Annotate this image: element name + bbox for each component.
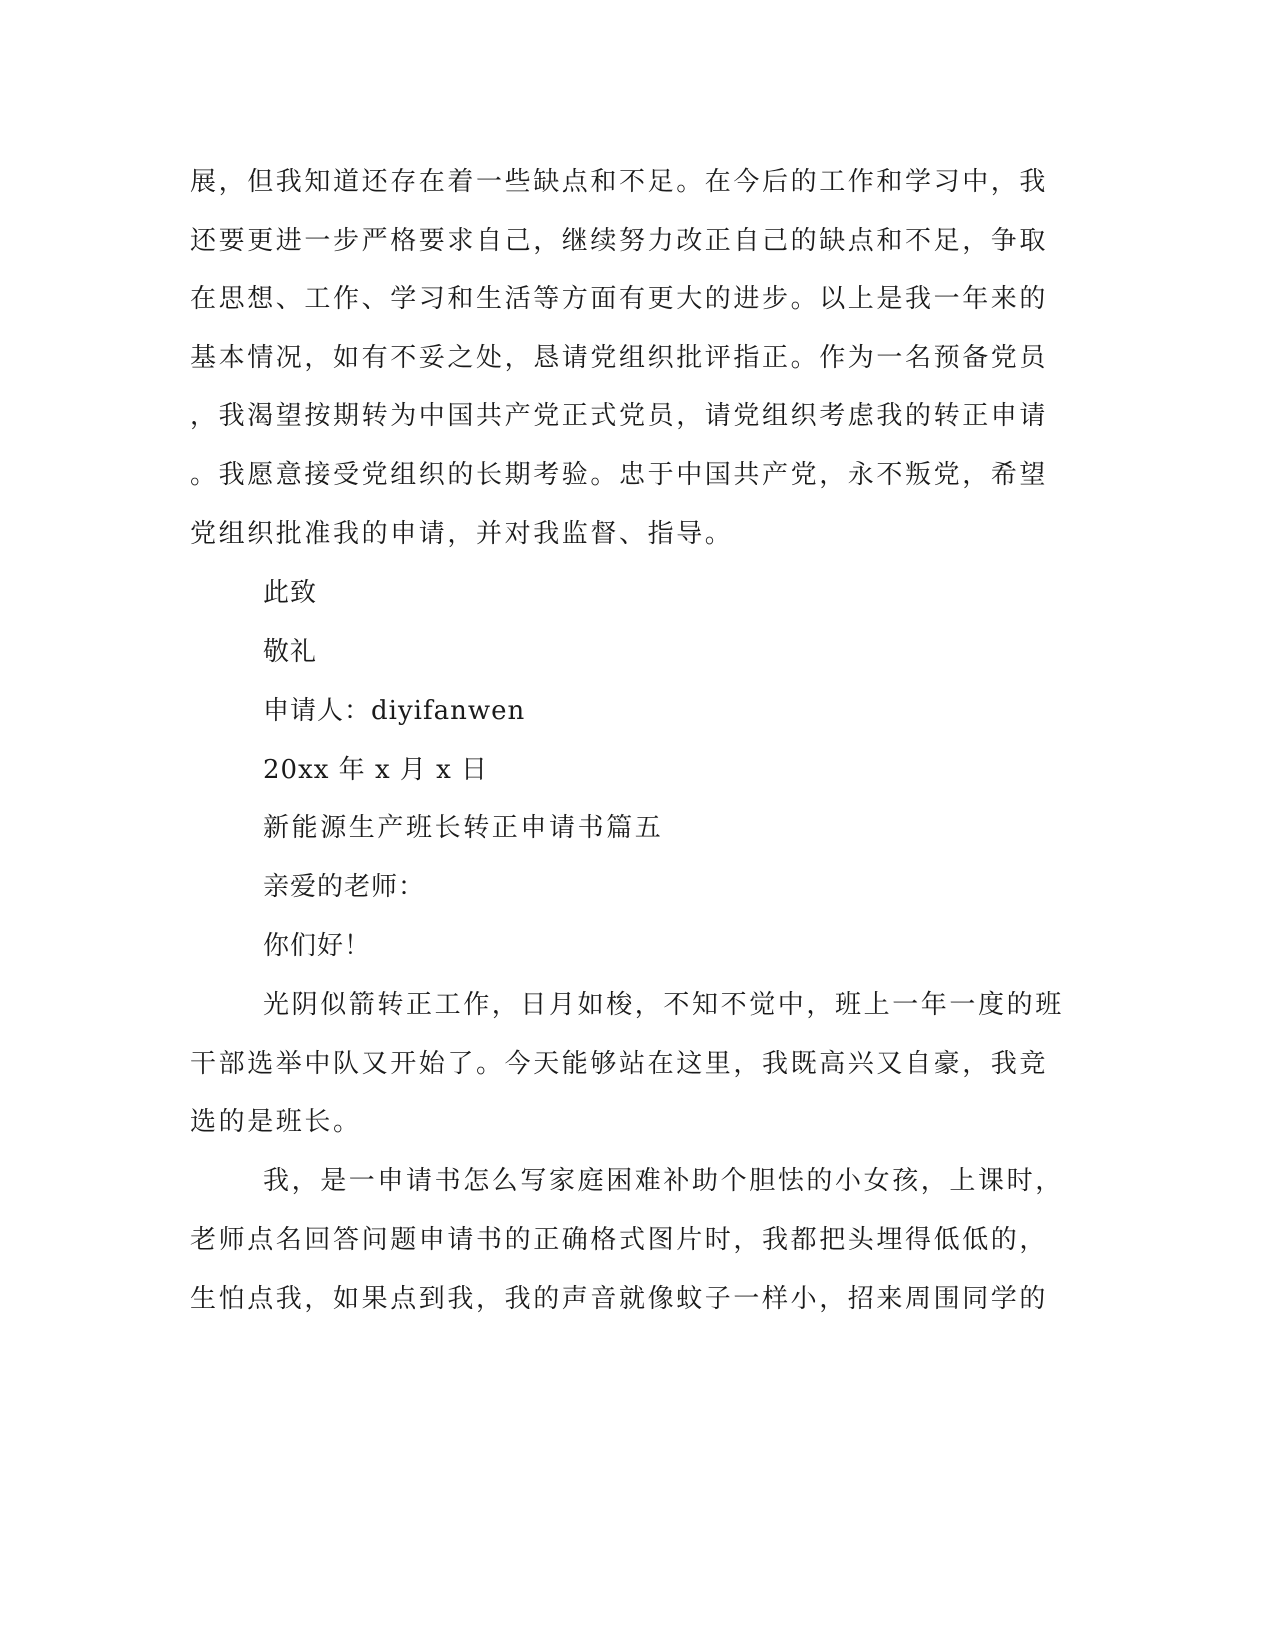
paragraph-line: 还要更进一步严格要求自己，继续努力改正自己的缺点和不足，争取 — [190, 226, 1049, 256]
paragraph-line: 。我愿意接受党组织的长期考验。忠于中国共产党，永不叛党，希望 — [190, 460, 1049, 490]
paragraph-line: 干部选举中队又开始了。今天能够站在这里，我既高兴又自豪，我竞 — [190, 1049, 1049, 1079]
paragraph-line: 党组织批准我的申请，并对我监督、指导。 — [190, 519, 734, 549]
paragraph-line: 基本情况，如有不妥之处，恳请党组织批评指正。作为一名预备党员 — [190, 343, 1049, 373]
paragraph-line: 老师点名回答问题申请书的正确格式图片时，我都把头埋得低低的， — [190, 1225, 1049, 1255]
paragraph-line: 生怕点我，如果点到我，我的声音就像蚊子一样小，招来周围同学的 — [190, 1284, 1049, 1314]
paragraph-line: 我，是一申请书怎么写家庭困难补助个胆怯的小女孩，上课时， — [263, 1166, 1064, 1196]
section-title: 新能源生产班长转正申请书篇五 — [263, 813, 664, 843]
paragraph-line: ，我渴望按期转为中国共产党正式党员，请党组织考虑我的转正申请 — [190, 401, 1049, 431]
closing-greeting: 此致 — [263, 578, 318, 608]
hello-greeting: 你们好！ — [263, 931, 372, 961]
paragraph-line: 展，但我知道还存在着一些缺点和不足。在今后的工作和学习中，我 — [190, 167, 1049, 197]
application-date: 20xx 年 x 月 x 日 — [263, 755, 489, 785]
salutation: 亲爱的老师： — [263, 872, 426, 902]
paragraph-line: 光阴似箭转正工作，日月如梭，不知不觉中，班上一年一度的班 — [263, 990, 1064, 1020]
closing-salute: 敬礼 — [263, 637, 318, 667]
paragraph-line: 选的是班长。 — [190, 1107, 362, 1137]
paragraph-line: 在思想、工作、学习和生活等方面有更大的进步。以上是我一年来的 — [190, 284, 1049, 314]
applicant-signature: 申请人：diyifanwen — [263, 696, 526, 726]
